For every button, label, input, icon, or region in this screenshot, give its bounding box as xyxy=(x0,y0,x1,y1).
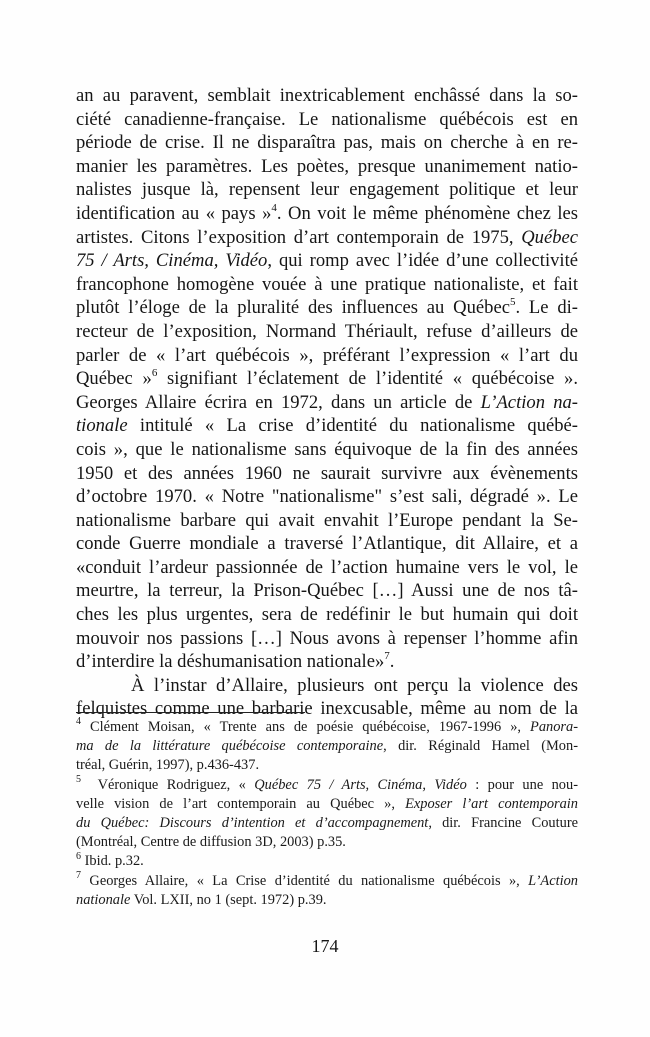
text: . Le di- xyxy=(515,297,578,319)
work-title: L’Action na- xyxy=(480,391,578,413)
footnote-number: 7 xyxy=(76,869,81,881)
footnotes xyxy=(76,718,578,910)
footnote-number: 5 xyxy=(76,773,81,785)
work-title: L’Action xyxy=(528,872,578,889)
text: , qui romp avec l’idée d’une collectivité xyxy=(267,250,578,272)
text: . xyxy=(389,651,395,673)
body-line: ciété canadienne-française. Le nationalisme québécois est en xyxy=(76,108,578,130)
text: : pour une nou- xyxy=(466,776,578,793)
footnote-4-line xyxy=(76,718,578,737)
body-line: «conduit l’ardeur passionnée de l’action humaine vers le vol, le xyxy=(76,556,578,578)
body-line-paragraph-start: À l’instar d’Allaire, plusieurs ont perçu la violence des xyxy=(131,674,578,696)
body-line: manier les paramètres. Les poètes, presque unanimement natio- xyxy=(76,155,578,177)
body-line: conde Guerre mondiale a traversé l’Atlantique, dit Allaire, et a xyxy=(76,533,578,555)
text: , dir. Francine Couture xyxy=(428,814,578,831)
text: plutôt l’éloge de la pluralité des influences au Québec xyxy=(76,297,510,319)
footnote-4-line: tréal, Guérin, 1997), p.436-437. xyxy=(76,757,260,774)
footnote-5-line xyxy=(76,773,578,795)
body-line: 1950 et des années 1960 ne saurait survivre aux évènements xyxy=(76,462,578,484)
text: Clément Moisan, « Trente ans de poésie québécoise, 1967-1996 », xyxy=(90,719,531,735)
text: artistes. Citons l’exposition d’art contemporain de 1975, xyxy=(76,226,522,248)
work-title: Panora- xyxy=(530,719,578,735)
text: Véronique Rodriguez, « xyxy=(97,776,255,793)
text: signifiant l’éclatement de l’identité « québécoise ». xyxy=(157,368,578,390)
body-line: période de crise. Il ne disparaîtra pas, mais on cherche à en re- xyxy=(76,132,578,154)
footnote-5-line: (Montréal, Centre de diffusion 3D, 2003) p.35. xyxy=(76,834,346,851)
work-title: nationale xyxy=(76,891,131,908)
body-line: ches les plus urgentes, sera de redéfinir le but humain qui doit xyxy=(76,604,578,626)
footnote-ref[interactable]: 4 xyxy=(271,201,277,214)
work-title: Exposer l’art contemporain xyxy=(405,795,579,812)
work-title: 75 / Arts, Cinéma, Vidéo xyxy=(76,250,268,272)
text: identification au « pays » xyxy=(76,202,272,224)
text: . On voit le même phénomène chez les xyxy=(276,202,578,224)
footnote-5-line xyxy=(76,795,578,814)
body-line: nalistes jusque là, repensent leur engagement politique et leur xyxy=(76,179,578,201)
text: Ibid. p.32. xyxy=(84,853,144,870)
text: d’interdire la déshumanisation nationale» xyxy=(76,651,385,673)
body-line: d’octobre 1970. « Notre "nationalisme" s’est sali, dégradé ». Le xyxy=(76,486,578,508)
work-title: Québec 75 / Arts, Cinéma, Vidéo xyxy=(254,776,467,793)
footnote-7-line xyxy=(76,891,578,910)
body-text xyxy=(76,84,578,721)
body-line xyxy=(76,296,578,320)
footnote-ref[interactable]: 6 xyxy=(151,366,158,379)
work-title: Québec xyxy=(521,226,578,248)
page-number: 174 xyxy=(311,936,339,956)
footnote-7-line xyxy=(76,869,578,891)
body-line xyxy=(76,391,578,415)
text: velle vision de l’art contemporain au Québec », xyxy=(76,795,406,812)
footnote-number: 6 xyxy=(76,850,81,862)
footnote-5-line xyxy=(76,814,578,833)
text: Georges Allaire, « La Crise d’identité du nationalisme québécois », xyxy=(89,872,529,889)
footnote-ref[interactable]: 5 xyxy=(509,296,516,309)
text: intitulé « La crise d’identité du nationalisme québé- xyxy=(127,415,578,437)
body-line xyxy=(76,226,578,250)
body-line: recteur de l’exposition, Normand Thériault, refuse d’ailleurs de xyxy=(76,320,578,342)
text: Vol. LXII, no 1 (sept. 1972) p.39. xyxy=(130,891,327,908)
body-line xyxy=(76,202,578,226)
text: Québec » xyxy=(76,368,152,390)
text: , dir. Réginald Hamel (Mon- xyxy=(383,738,578,755)
footnote-4-line xyxy=(76,737,578,756)
footnote-6-line xyxy=(76,852,578,871)
work-title: tionale xyxy=(76,415,128,437)
body-line xyxy=(76,367,578,391)
body-line: felquistes comme une barbarie inexcusable, même au nom de la xyxy=(76,698,578,720)
work-title: du Québec: Discours d’intention et d’accompagnement xyxy=(76,814,429,831)
body-line: parler de « l’art québécois », préférant l’expression « l’art du xyxy=(76,344,578,366)
body-line xyxy=(76,414,578,438)
body-line: an au paravent, semblait inextricablement enchâssé dans la so- xyxy=(76,85,578,106)
body-line: cois », que le nationalisme sans équivoque de la fin des années xyxy=(76,438,578,460)
text: Georges Allaire écrira en 1972, dans un article de xyxy=(76,391,481,413)
body-line xyxy=(76,650,578,674)
body-line xyxy=(76,249,578,273)
footnote-separator xyxy=(76,712,305,713)
footnote-ref[interactable]: 7 xyxy=(384,650,390,663)
body-line: francophone homogène vouée à une pratique nationaliste, et fait xyxy=(76,273,578,295)
footnote-number: 4 xyxy=(76,716,81,728)
body-line: nationalisme barbare qui avait envahit l’Europe pendant la Se- xyxy=(76,509,578,531)
body-line: meurtre, la terreur, la Prison-Québec […] Aussi une de nos tâ- xyxy=(76,580,578,602)
work-title: ma de la littérature québécoise contemporaine xyxy=(76,738,384,755)
body-line: mouvoir nos passions […] Nous avons à repenser l’homme afin xyxy=(76,627,578,649)
